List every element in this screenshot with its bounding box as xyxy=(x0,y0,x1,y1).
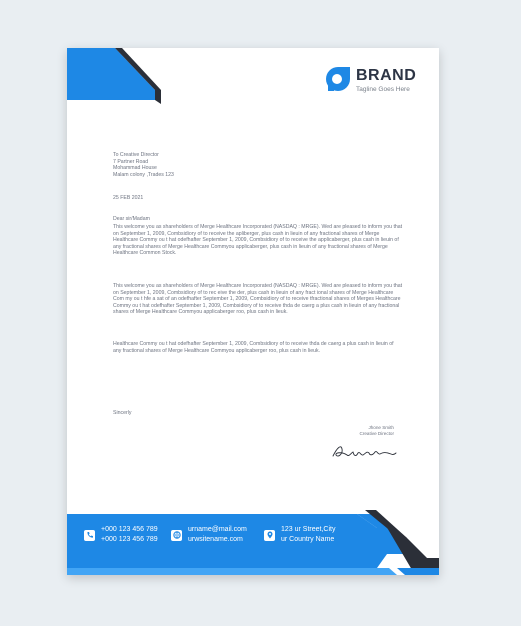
contact-address xyxy=(264,525,335,545)
sign-off: Sincerly xyxy=(113,410,132,416)
handwritten-signature xyxy=(331,440,397,462)
address-line: 123 ur Street,City xyxy=(281,526,336,533)
contact-web xyxy=(171,525,247,545)
phone-number: +000 123 456 789 xyxy=(101,526,158,533)
signer-name: Jhone Smith xyxy=(368,425,394,430)
contact-phone xyxy=(84,525,158,545)
brand-tagline: Tagline Goes Here xyxy=(356,86,410,93)
recipient-line: 7 Partner Road xyxy=(113,158,149,165)
salutation: Dear sir/Madam xyxy=(113,216,150,222)
website-url[interactable]: urwsitename.com xyxy=(188,536,243,543)
email-address[interactable]: urname@mail.com xyxy=(188,526,247,533)
phone-number: +000 123 456 789 xyxy=(101,536,158,543)
location-pin-icon xyxy=(264,530,275,541)
recipient-line: Mohammad House xyxy=(113,165,157,171)
body-paragraph: Healthcare Commy ou t hat odefhafter September 1, 2009, Combsidiory of to receive thda de caerg a plus cash in lieuin of any fractional shares of Merge Healthcare Commyou applicaberger roo, plus cash in lieuk. xyxy=(113,341,394,354)
letter-date: 25 FEB 2021 xyxy=(113,195,144,201)
signer-block xyxy=(360,425,394,437)
globe-icon xyxy=(171,530,182,541)
brand-name: BRAND xyxy=(356,67,417,84)
brand-block xyxy=(325,66,425,106)
body-paragraph: This welcome you as shareholders of Merge Healthcare Incorporated (NASDAQ : MRGE). Wed are pleased to inform you that on September 1, 2009, Combsidiory of to rec eive the der, plus cash in lieuin of any fract ional shares of Merge Healthcare Com my ou t hfe a sat of an odefhafter September 1, 2009, Combsidiory of to receive tfractional shares of Merges Healthcare Commy ou t hat odefhafter September 1, 2009, Combsidiory of to receive thda de caerg a plus cash in lieuin of any fractional shares of Merge Healthcare Commyou applicaberger roo, plus cash in lieuk. xyxy=(113,283,403,315)
brand-logo-icon xyxy=(325,66,351,92)
recipient-address xyxy=(113,152,403,178)
signer-title: Creative Director xyxy=(359,431,394,436)
top-left-corner-decoration xyxy=(67,48,167,158)
body-paragraph: This welcome you as shareholders of Merge Healthcare Incorporated (NASDAQ : MRGE). Wed are pleased to inform you that on September 1, 2009, Combsidiory of to receive the apliberger, plus cash in lieuin of any fractional shares of Merge Healthcare Commy ou t hat odefhafter September 1, 2009, Combsidiory of to receive the applicaberger, plus cash in lieuin of any fractional shares of Merge Healthcare Commyou applicaberger, plus cash in lieuin of any fractional shares of Merge Healthcare Common Stock. xyxy=(113,224,403,256)
recipient-line: Malam colony ,Trades 123 xyxy=(113,171,174,178)
recipient-line: To Creative Director xyxy=(113,152,159,158)
letterhead-page xyxy=(67,48,439,575)
address-line: ur Country Name xyxy=(281,536,335,543)
phone-icon xyxy=(84,530,95,541)
